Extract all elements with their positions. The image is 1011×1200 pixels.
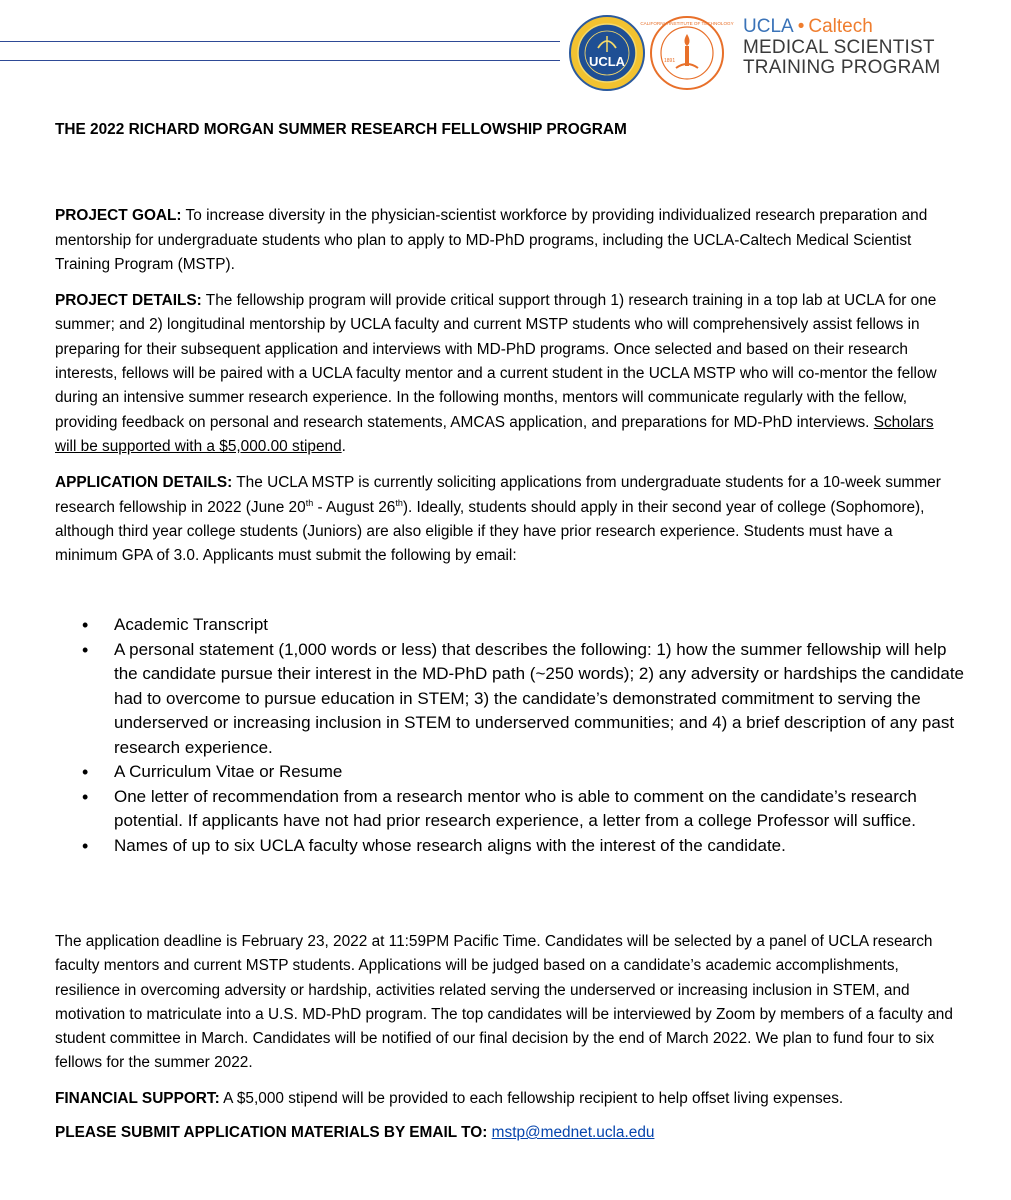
- brand-dot: •: [797, 16, 805, 37]
- submit-paragraph: [55, 1121, 955, 1145]
- project-details-end: .: [341, 437, 346, 455]
- document-body: [55, 118, 955, 568]
- financial-support-label: FINANCIAL SUPPORT:: [55, 1089, 220, 1107]
- project-goal-text: To increase diversity in the physician-scientist workforce by providing individualized research preparation and mentorship for undergraduate students who plan to apply to MD-PhD programs, including the UCLA-Caltech Medical Scientist Training Program (MSTP).: [55, 207, 928, 273]
- list-item: • A personal statement (1,000 words or less) that describes the following: 1) how the summer fellowship will help the candidate pursue their interest in the MD-PhD path (~250 words); 2) any adversity or hardships the candidate had to overcome to pursue education in STEM; 3) the candidate’s demonstrated commitment to serving the underserved or increasing inclusion in STEM to underserved communities; and 4) a brief description of any past research experience.: [82, 638, 972, 761]
- project-details-text: The fellowship program will provide critical support through 1) research training in a top lab at UCLA for one summer; and 2) longitudinal mentorship by UCLA faculty and current MSTP students who will comprehensively assist fellows in preparing for their subsequent application and interviews with MD-PhD programs. Once selected and based on their research interests, fellows will be paired with a UCLA faculty mentor and a current student in the UCLA MSTP who will co-mentor the fellow during an intensive summer research experience. In the following months, mentors will communicate regularly with the fellow, providing feedback on personal and research statements, AMCAS application, and preparations for MD-PhD interviews.: [55, 292, 937, 431]
- brand-line-1: MEDICAL SCIENTIST: [743, 37, 935, 58]
- email-link[interactable]: mstp@mednet.ucla.edu: [491, 1124, 655, 1142]
- caltech-seal-year: 1891: [664, 58, 676, 64]
- application-sup-2: th: [395, 497, 403, 508]
- financial-support-paragraph: [55, 1087, 955, 1111]
- header-rule-bottom: [0, 60, 560, 61]
- requirements-list: [82, 613, 972, 858]
- letterhead: [0, 0, 1011, 110]
- ucla-seal-logo: [568, 14, 646, 92]
- ucla-seal-text: UCLA: [588, 54, 626, 69]
- project-details-label: PROJECT DETAILS:: [55, 292, 202, 310]
- document-title: THE 2022 RICHARD MORGAN SUMMER RESEARCH FELLOWSHIP PROGRAM: [55, 121, 627, 138]
- caltech-seal-text: CALIFORNIA INSTITUTE OF TECHNOLOGY: [640, 21, 734, 26]
- deadline-paragraph: The application deadline is February 23, 2022 at 11:59PM Pacific Time. Candidates will be selected by a panel of UCLA research faculty mentors and current MSTP students. Applications will be judged based on a candidate’s academic accomplishments, resilience in overcoming adversity or hardship, activities related serving the underserved or increasing inclusion in STEM, and motivation to matriculate into a U.S. MD-PhD program. The top candidates will be interviewed by Zoom by members of a faculty and student committee in March. Candidates will be notified of our final decision by the end of March 2022. We plan to fund four to six fellows for the summer 2022.: [55, 933, 953, 1072]
- project-details-paragraph: [55, 289, 955, 459]
- project-goal-label: PROJECT GOAL:: [55, 207, 182, 225]
- list-item: • One letter of recommendation from a research mentor who is able to comment on the candidate’s research potential. If applicants have not had prior research experience, a letter from a college Professor will suffice.: [82, 785, 972, 834]
- application-sup-1: th: [305, 497, 314, 508]
- application-text-2: - August 26: [313, 498, 396, 516]
- application-text-1: The UCLA MSTP is currently soliciting applications from undergraduate students for a 10-week summer research fellowship in 2022 (June 20: [55, 474, 941, 516]
- project-goal-paragraph: [55, 204, 955, 277]
- list-item: • Academic Transcript: [82, 613, 972, 638]
- application-details-label: APPLICATION DETAILS:: [55, 474, 233, 492]
- list-item: • Names of up to six UCLA faculty whose research aligns with the interest of the candidate.: [82, 834, 972, 859]
- list-item: • A Curriculum Vitae or Resume: [82, 760, 972, 785]
- header-rule-top: [0, 41, 560, 42]
- brand-caltech: Caltech: [808, 16, 873, 37]
- financial-support-text: A $5,000 stipend will be provided to each fellowship recipient to help offset living expenses.: [219, 1089, 844, 1107]
- application-text-3: ). Ideally, students should apply in their second year of college (Sophomore), although third year college students (Juniors) are also eligible if they have prior research experience. Students must have a minimum GPA of 3.0. Applicants must submit the following by email:: [55, 498, 925, 565]
- brand-line-2: TRAINING PROGRAM: [743, 57, 941, 78]
- document-footer-body: [55, 930, 955, 1145]
- submit-label: PLEASE SUBMIT APPLICATION MATERIALS BY EMAIL TO:: [55, 1124, 488, 1142]
- brand-ucla: UCLA: [743, 16, 794, 37]
- mstp-brand: [730, 16, 1010, 78]
- stipend-note: Scholars will be supported with a $5,000.00 stipend: [55, 413, 934, 455]
- caltech-seal-logo: [640, 14, 734, 92]
- application-details-paragraph: [55, 471, 955, 568]
